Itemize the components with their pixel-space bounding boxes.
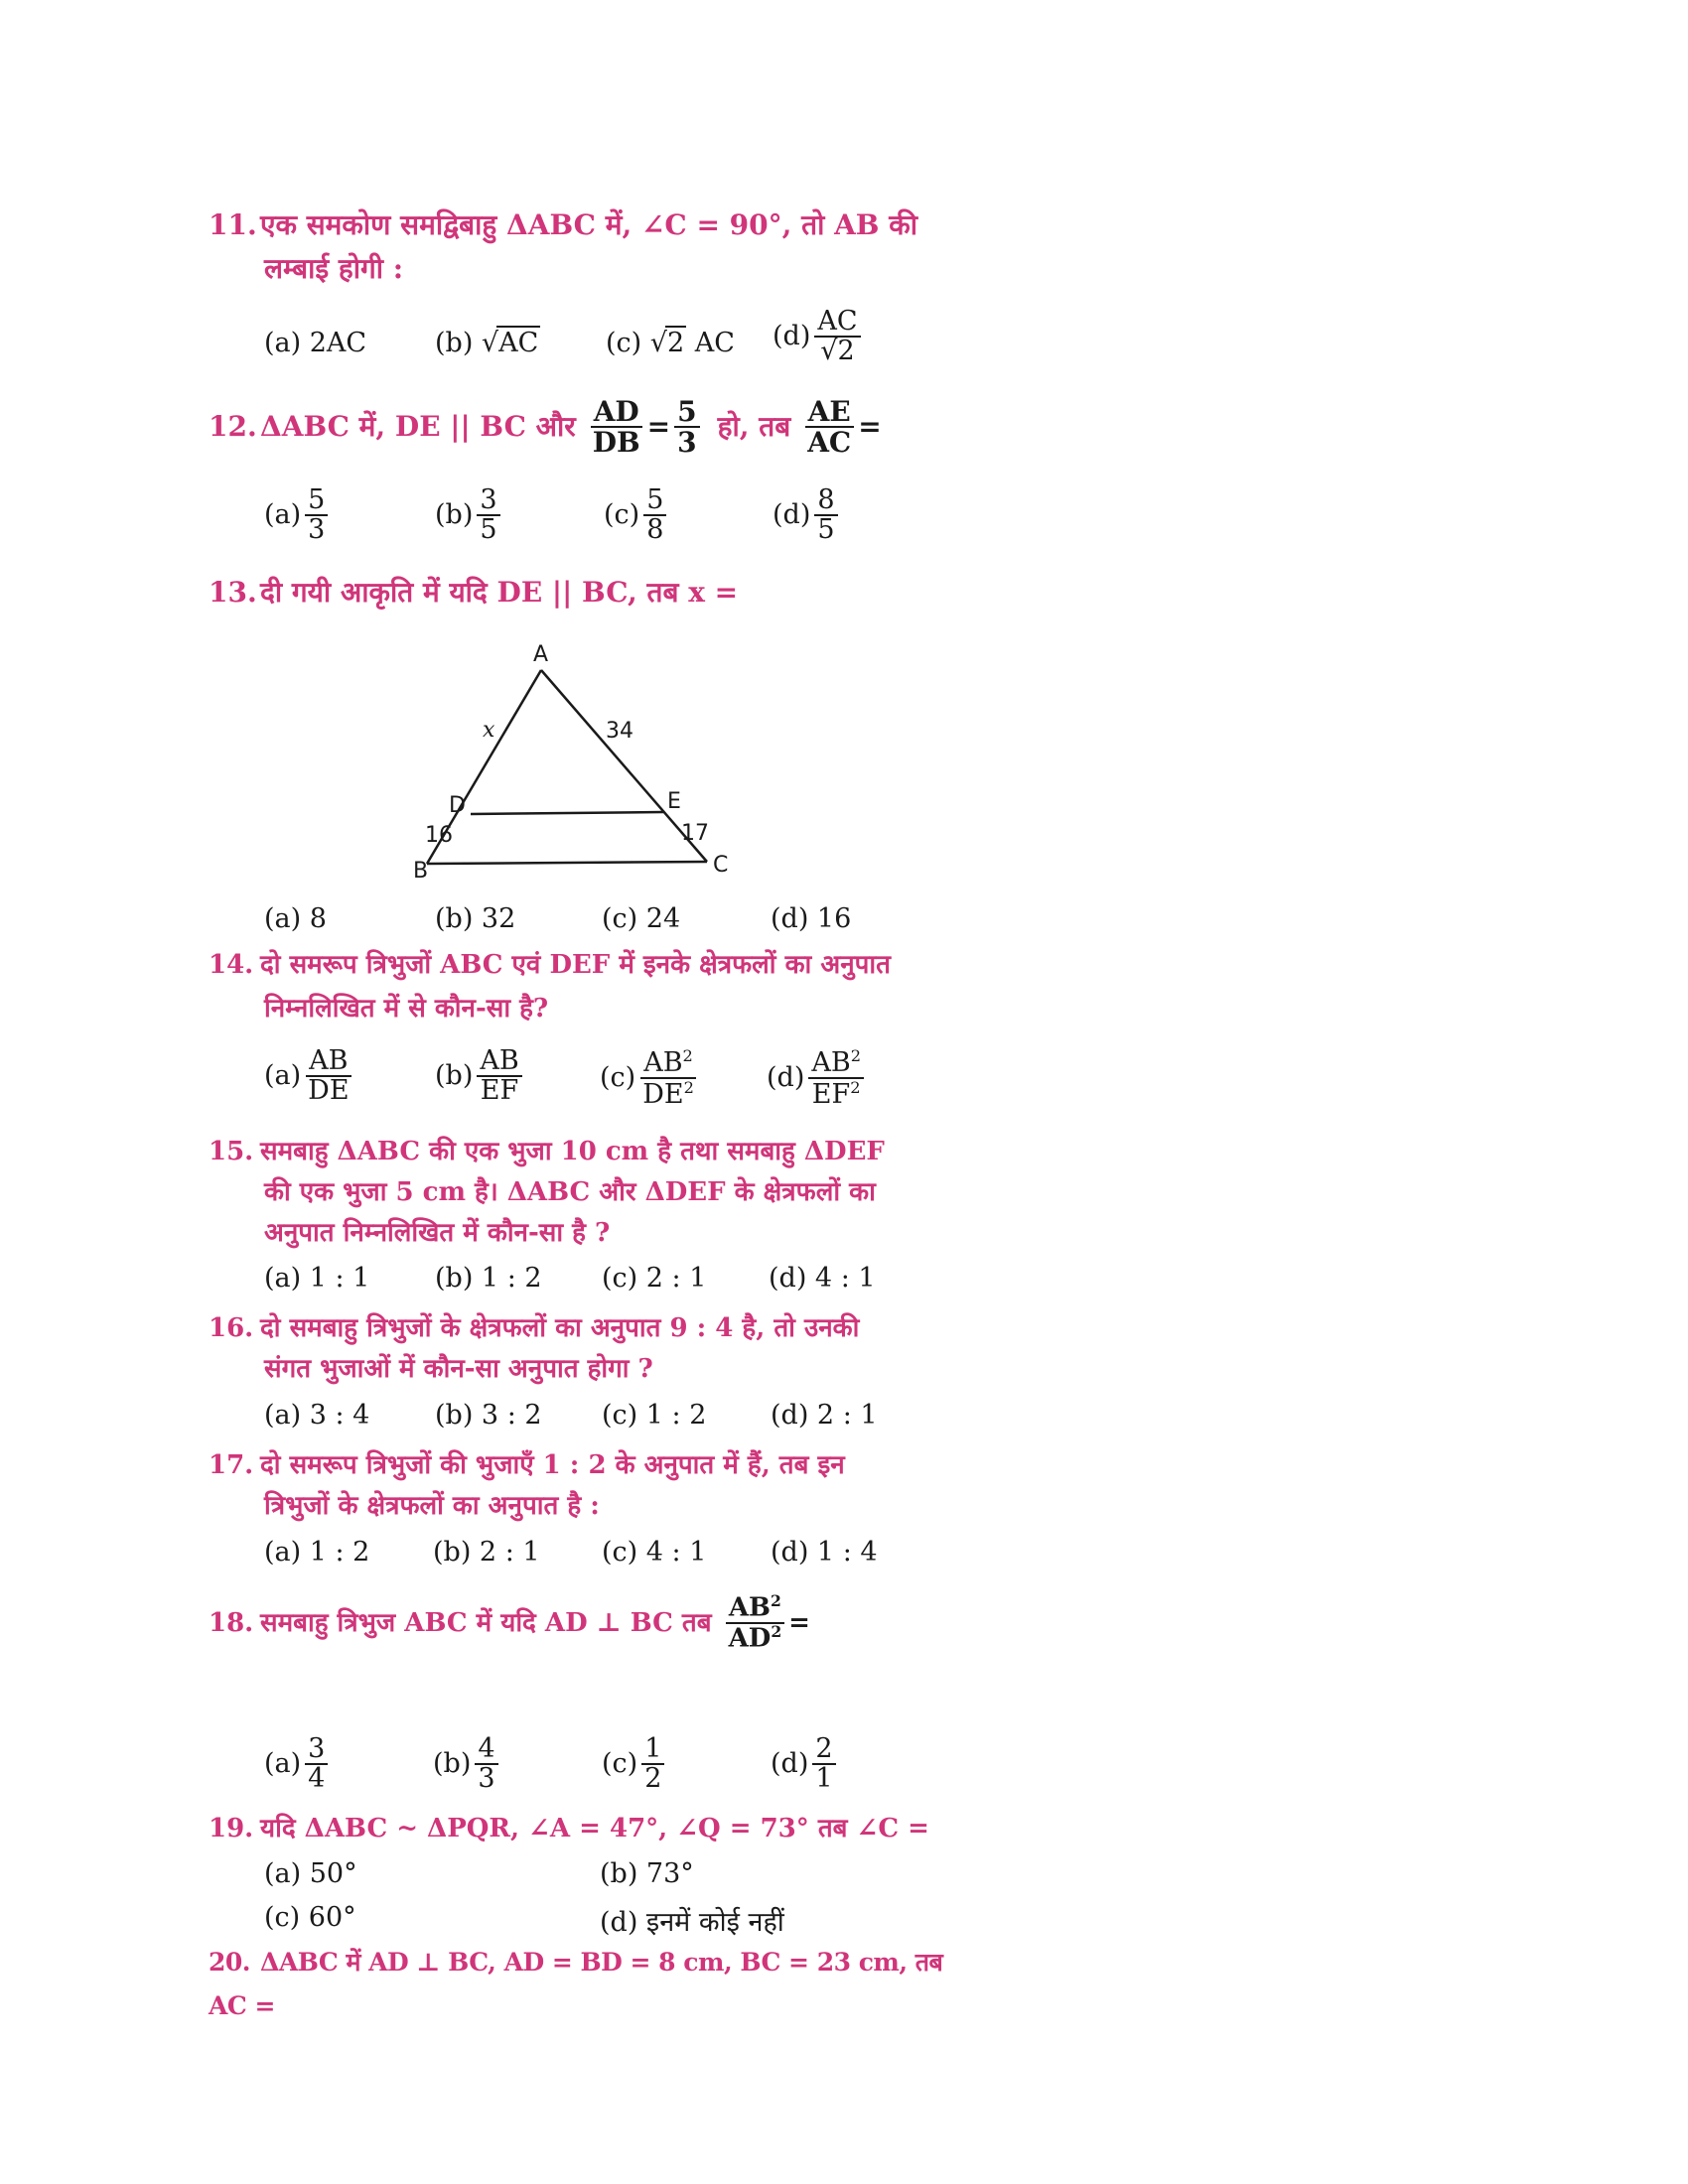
fraction-denominator: DE: [308, 1075, 350, 1107]
vertex-label-d: D: [449, 793, 466, 818]
option-label: (d): [773, 498, 811, 530]
fraction-denominator: 5: [480, 514, 497, 546]
fraction-numerator: AE: [805, 397, 854, 428]
option-tail: AC: [686, 328, 735, 358]
segment-de: [471, 812, 663, 814]
fraction-numerator: 4: [475, 1735, 497, 1765]
option-label: (c) √: [606, 328, 667, 358]
question-number: 16.: [209, 1313, 254, 1343]
option-d: (d) 16: [771, 903, 852, 934]
options-16: [264, 1400, 979, 1439]
side-bc: [427, 862, 707, 864]
vertex-label-e: E: [667, 789, 681, 814]
question-18: [209, 1593, 963, 1653]
option-a: (a) 3 : 4: [264, 1400, 370, 1431]
option-a: [264, 486, 332, 545]
option-label: (c): [602, 1747, 638, 1779]
option-c: [602, 1735, 668, 1794]
question-text-line2: की एक भुजा 5 cm है। ΔABC और ΔDEF के क्षेत्रफलों का: [264, 1177, 876, 1207]
options-14: [264, 1047, 979, 1123]
option-c: [604, 486, 670, 545]
option-d: (d) 2 : 1: [771, 1400, 878, 1431]
fraction-numerator: 5: [674, 397, 699, 428]
options-11: [264, 308, 979, 377]
option-label: (c): [600, 1061, 636, 1093]
fraction-denominator: 3: [677, 426, 697, 460]
question-number: 17.: [209, 1450, 254, 1480]
superscript: 2: [771, 1621, 782, 1641]
question-text-line2: त्रिभुजों के क्षेत्रफलों का अनुपात है :: [264, 1491, 600, 1521]
equals-sign: =: [646, 410, 671, 444]
question-number: 14.: [209, 950, 254, 980]
equals-sign: =: [858, 410, 882, 444]
fraction-denominator: 8: [646, 514, 664, 546]
fraction-numerator: 5: [643, 486, 666, 516]
question-17: [209, 1445, 963, 1527]
question-13: [209, 571, 963, 614]
question-text-line3: अनुपात निम्नलिखित में कौन-सा है ?: [264, 1218, 611, 1248]
label-x: x: [483, 718, 495, 743]
fraction-numerator: 8: [814, 486, 837, 516]
question-number: 12.: [209, 410, 257, 444]
fraction-denominator: √2: [820, 336, 855, 367]
question-12: [209, 397, 963, 458]
fraction-numerator: 3: [477, 486, 499, 516]
fraction-denominator: DE: [642, 1079, 684, 1111]
superscript: 2: [771, 1591, 781, 1610]
fraction-ab2-ad2: [726, 1593, 785, 1653]
equals-sign: =: [788, 1607, 810, 1638]
option-label: (b): [435, 1059, 474, 1091]
option-d: [771, 1735, 840, 1794]
fraction-denominator: 3: [308, 514, 326, 546]
question-text-line1: एक समकोण समद्विबाहु ΔABC में, ∠C = 90°, तो AB की: [260, 208, 917, 241]
options-13: [264, 903, 979, 943]
option-b: (b) 2 : 1: [433, 1537, 540, 1568]
fraction-numerator: AB: [306, 1047, 351, 1077]
option-d: (d) 1 : 4: [771, 1537, 878, 1568]
question-number: 15.: [209, 1137, 254, 1166]
question-text-line1: दो समबाहु त्रिभुजों के क्षेत्रफलों का अनुपात 9 : 4 है, तो उनकी: [260, 1313, 860, 1343]
question-text-mid: हो, तब: [717, 410, 791, 444]
option-label: (d): [773, 320, 811, 351]
option-c: (c) 4 : 1: [602, 1537, 707, 1568]
option-label: (d): [767, 1061, 805, 1093]
fraction-numerator: AB: [477, 1047, 521, 1077]
question-text-line1: दो समरूप त्रिभुजों की भुजाएँ 1 : 2 के अनुपात में हैं, तब इन: [260, 1450, 845, 1480]
option-b: [435, 1047, 526, 1106]
vertex-label-c: C: [713, 853, 729, 878]
question-text-line2: निम्नलिखित में से कौन-सा है?: [264, 994, 549, 1024]
option-label: (a): [264, 1747, 302, 1779]
options-17: [264, 1537, 979, 1576]
option-a: (a) 1 : 1: [264, 1263, 370, 1294]
options-15: [264, 1263, 979, 1302]
option-a: (a) 8: [264, 903, 327, 934]
option-c: (c) 24: [602, 903, 681, 934]
option-a: [264, 1047, 356, 1106]
fraction-numerator: AB: [643, 1047, 683, 1078]
question-text: दी गयी आकृति में यदि DE || BC, तब x =: [260, 576, 739, 609]
option-b: (b) 32: [435, 903, 516, 934]
vertex-label-a: A: [533, 642, 549, 667]
fraction-denominator: EF: [480, 1075, 519, 1107]
question-20: [209, 1941, 983, 2028]
option-a: (a) 2AC: [264, 328, 367, 358]
option-b: (b) 73°: [600, 1858, 694, 1889]
fraction-denominator: 4: [308, 1763, 326, 1795]
option-c: (c) 60°: [264, 1902, 356, 1933]
question-text-line1: दो समरूप त्रिभुजों ABC एवं DEF में इनके क्षेत्रफलों का अनुपात: [260, 950, 891, 980]
fraction-denominator: 1: [815, 1763, 833, 1795]
options-18: [264, 1735, 979, 1807]
question-text-line2: संगत भुजाओं में कौन-सा अनुपात होगा ?: [264, 1354, 653, 1384]
question-text: समबाहु त्रिभुज ABC में यदि AD ⊥ BC तब: [260, 1607, 712, 1638]
fraction-denominator: DB: [592, 426, 640, 460]
triangle-figure: [407, 635, 745, 884]
fraction-denominator: 3: [478, 1763, 495, 1795]
fraction-5-3: [674, 397, 699, 458]
fraction-numerator: AB: [728, 1592, 772, 1623]
option-b: (b) 3 : 2: [435, 1400, 542, 1431]
superscript: 2: [682, 1046, 693, 1065]
question-text-line1: समबाहु ΔABC की एक भुजा 10 cm है तथा समबाहु ΔDEF: [260, 1137, 885, 1166]
question-16: [209, 1308, 963, 1390]
fraction-numerator: 1: [641, 1735, 664, 1765]
fraction-numerator: 5: [305, 486, 328, 516]
fraction-numerator: 2: [812, 1735, 835, 1765]
option-c: (c) 1 : 2: [602, 1400, 707, 1431]
fraction-denominator: 2: [644, 1763, 662, 1795]
label-ec: 17: [681, 821, 709, 846]
label-db: 16: [425, 823, 453, 848]
fraction-numerator: 3: [305, 1735, 328, 1765]
question-number: 20.: [209, 1948, 250, 1977]
question-text: यदि ΔABC ~ ΔPQR, ∠A = 47°, ∠Q = 73° तब ∠C =: [260, 1814, 929, 1843]
vertex-label-b: B: [413, 859, 429, 884]
option-a: (a) 50°: [264, 1858, 357, 1889]
options-19: [264, 1858, 979, 1948]
fraction-denominator: EF: [811, 1079, 851, 1111]
question-number: 18.: [209, 1607, 254, 1638]
option-d: (d) इनमें कोई नहीं: [600, 1907, 784, 1938]
option-label: (d): [771, 1747, 809, 1779]
question-text: ΔABC में AD ⊥ BC, AD = BD = 8 cm, BC = 23 cm, तब AC =: [209, 1948, 943, 2020]
option-c: [600, 1047, 701, 1110]
fraction-numerator: AD: [591, 397, 642, 428]
option-d: [767, 1047, 868, 1110]
question-11: [209, 204, 963, 291]
radicand: AC: [498, 328, 539, 358]
option-d: [773, 308, 865, 366]
question-14: [209, 943, 963, 1030]
option-c: [606, 326, 735, 358]
option-c: (c) 2 : 1: [602, 1263, 707, 1294]
option-a: [264, 1735, 332, 1794]
option-label: (b): [435, 498, 474, 530]
option-b: [435, 326, 540, 358]
option-d: (d) 4 : 1: [769, 1263, 876, 1294]
question-19: [209, 1807, 963, 1850]
fraction-denominator: 5: [817, 514, 835, 546]
label-ae: 34: [606, 719, 633, 744]
superscript: 2: [683, 1078, 694, 1098]
radicand: 2: [666, 328, 685, 358]
option-b: [433, 1735, 502, 1794]
question-number: 11.: [209, 208, 257, 241]
option-b: [435, 486, 504, 545]
fraction-denominator: AD: [728, 1623, 772, 1654]
option-label: (a): [264, 498, 302, 530]
fraction-ae-ac: [804, 397, 854, 458]
question-number: 19.: [209, 1814, 254, 1843]
options-12: [264, 486, 979, 558]
fraction-ad-db: [590, 397, 643, 458]
option-label: (a): [264, 1059, 302, 1091]
option-label: (b): [433, 1747, 472, 1779]
fraction-numerator: AB: [811, 1047, 851, 1078]
question-text: ΔABC में, DE || BC और: [260, 410, 576, 444]
question-number: 13.: [209, 576, 257, 609]
superscript: 2: [850, 1078, 861, 1098]
option-a: (a) 1 : 2: [264, 1537, 370, 1568]
fraction-denominator: AC: [807, 426, 852, 460]
question-15: [209, 1132, 963, 1254]
superscript: 2: [850, 1046, 862, 1065]
option-d: [773, 486, 842, 545]
option-label: (b) √: [435, 328, 499, 358]
option-label: (c): [604, 498, 640, 530]
option-b: (b) 1 : 2: [435, 1263, 542, 1294]
fraction-numerator: AC: [814, 308, 860, 338]
question-text-line2: लम्बाई होगी :: [264, 252, 404, 285]
